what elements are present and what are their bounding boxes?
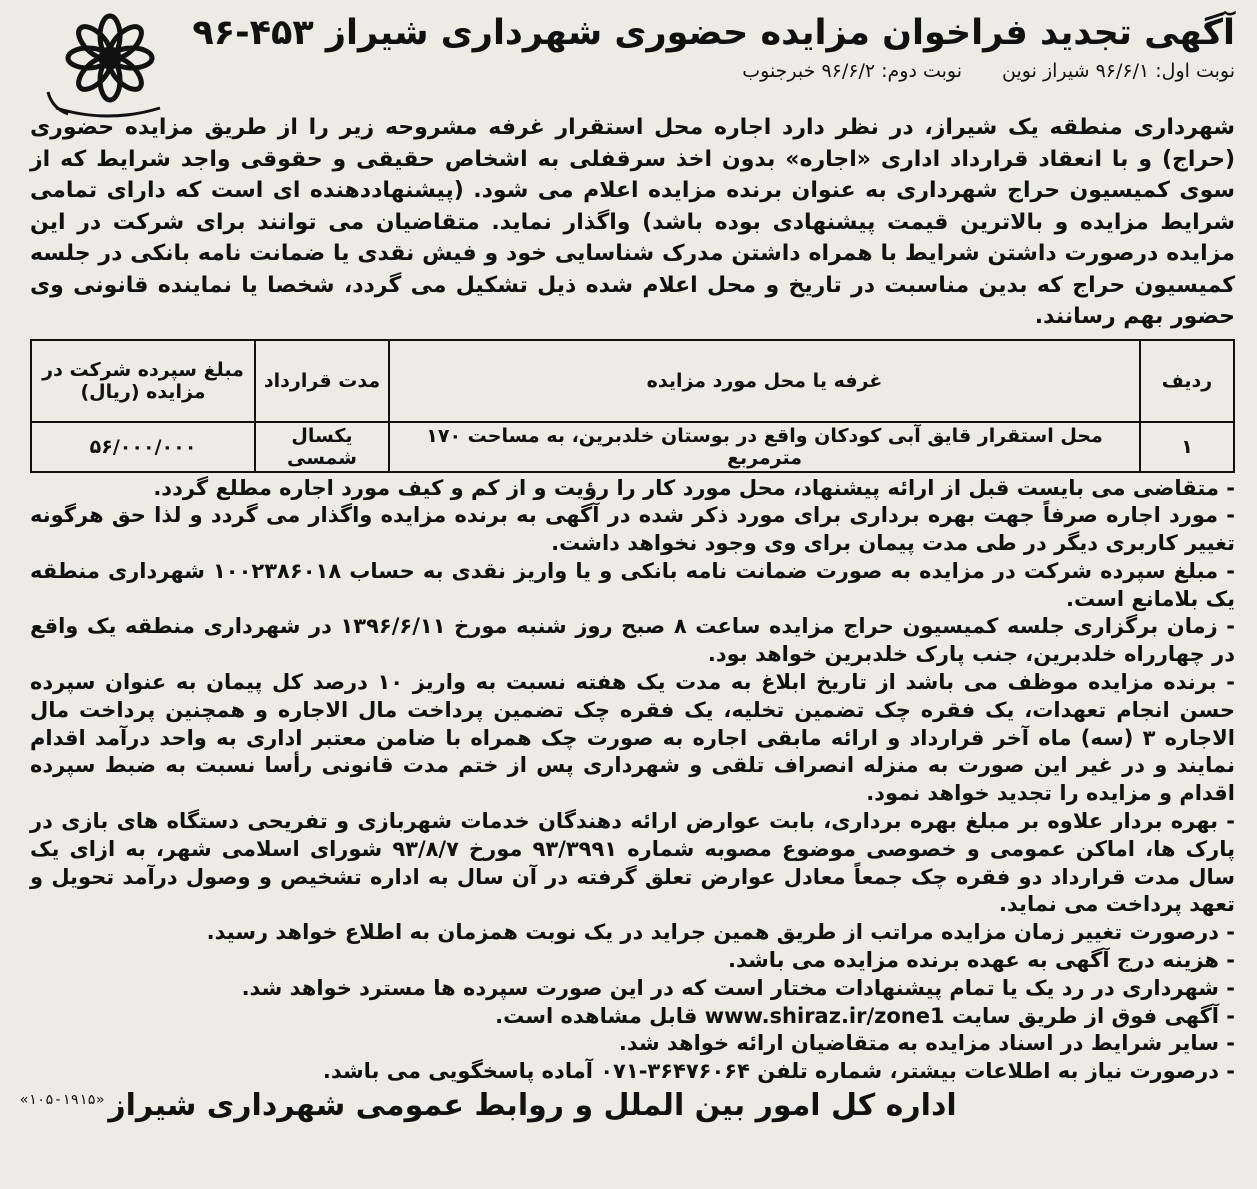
cell-deposit: ۵۶/۰۰۰/۰۰۰ [31, 422, 255, 472]
second-notice: نوبت دوم: ۹۶/۶/۲ خبرجنوب [742, 60, 962, 82]
term-item: - هزینه درج آگهی به عهده برنده مزایده می باشد. [727, 948, 1235, 973]
table-row [31, 422, 1234, 472]
notice-header [30, 8, 1235, 112]
term-item: - سایر شرایط در اسناد مزایده به متقاضیان ارائه خواهد شد. [618, 1031, 1235, 1056]
term-item: - درصورت نیاز به اطلاعات بیشتر، شماره تلفن ۳۶۴۷۶۰۶۴-۰۷۱ آماده پاسخگویی می باشد. [322, 1059, 1235, 1084]
header-item: غرفه یا محل مورد مزایده [389, 340, 1140, 422]
term-item: - مبلغ سپرده شرکت در مزایده به صورت ضمانت نامه بانکی و یا واریز نقدی به حساب ۱۰۰۲۳۸۶۰۱۸ شهرداری منطقه یک بلامانع است. [30, 558, 1235, 611]
ad-code: «۱۰۵-۱۹۱۵» [20, 1092, 105, 1109]
municipality-logo-icon [38, 12, 178, 122]
term-item: - زمان برگزاری جلسه کمیسیون حراج مزایده ساعت ۸ صبح روز شنبه مورخ ۱۳۹۶/۶/۱۱ در شهرداری منطقه یک واقع در چهارراه خلدبرین، جنب پارک خلدبرین خواهد بود. [30, 614, 1236, 667]
cell-item: محل استقرار قایق آبی کودکان واقع در بوستان خلدبرین، به مساحت ۱۷۰ مترمربع [389, 422, 1140, 472]
cell-duration: یکسال شمسی [255, 422, 389, 472]
header-duration: مدت قرارداد [255, 340, 389, 422]
term-item: - مورد اجاره صرفاً جهت بهره برداری برای مورد ذکر شده در آگهی به برنده مزایده واگذار می گردد و لذا حق هرگونه تغییر کاربری دیگر در طی مدت پیمان برای وی وجود نخواهد داشت. [30, 503, 1235, 556]
table-header-row [31, 340, 1234, 422]
notice-footer [20, 1086, 1235, 1126]
issuer-signature: اداره کل امور بین الملل و روابط عمومی شهرداری شیراز [108, 1088, 957, 1124]
header-deposit: مبلغ سپرده شرکت در مزایده (ریال) [31, 340, 255, 422]
term-item: - درصورت تغییر زمان مزایده مراتب از طریق همین جراید در یک نوبت همزمان به اطلاع خواهد رسید. [206, 920, 1235, 945]
cell-row-number: ۱ [1140, 422, 1234, 472]
intro-paragraph: شهرداری منطقه یک شیراز، در نظر دارد اجاره محل استقرار غرفه مشروحه زیر را از طریق مزایده حضوری (حراج) و با انعقاد قرارداد اداری «اجاره» بدون اخذ سرقفلی به اشخاص حقیقی و حقوقی واجد شرایط که از سوی کمیسیون حراج شهرداری به عنوان برنده مزایده اعلام می شود. (پیشنهاددهنده ای است که دارای تمامی شرایط مزایده و بالاترین قیمت پیشنهادی بوده باشد) واگذار نماید. متقاضیان می توانند برای شرکت در این مزایده درصورت داشتن شرایط با همراه داشتن مدرک شناسایی خود و فیش نقدی یا ضمانت نامه بانکی در جلسه کمیسیون حراج که بدین مناسبت در تاریخ و محل اعلام شده ذیل تشکیل می گردد، شخصا یا نماینده قانونی وی حضور بهم رسانند. [30, 115, 1235, 329]
notice-title: آگهی تجدید فراخوان مزایده حضوری شهرداری شیراز ۴۵۳-۹۶ [192, 13, 1235, 53]
first-notice: نوبت اول: ۹۶/۶/۱ شیراز نوین [1002, 60, 1235, 82]
auction-table [30, 339, 1235, 473]
terms-list [30, 475, 1235, 1087]
header-row-number: ردیف [1140, 340, 1234, 422]
term-item: - بهره بردار علاوه بر مبلغ بهره برداری، بابت عوارض ارائه دهندگان خدمات شهربازی و تفریحی دستگاه های بازی در پارک ها، اماکن عمومی و خصوصی موضوع مصوبه شماره ۹۳/۳۹۹۱ مورخ ۹۳/۸/۷ شورای اسلامی شهر، به ازای یک سال مدت قرارداد دو فقره چک جمعاً معادل عوارض تعلق گرفته در آن سال به اداره تشخیص و وصول درآمد تحویل و تعهد پرداخت می نماید. [30, 809, 1235, 917]
publication-info [30, 58, 1235, 84]
term-item: - شهرداری در رد یک یا تمام پیشنهادات مختار است که در این صورت سپرده ها مسترد خواهد شد. [241, 975, 1235, 1000]
term-item: - متقاضی می بایست قبل از ارائه پیشنهاد، محل مورد کار را رؤیت و از کم و کیف مورد اجاره مطلع گردد. [153, 475, 1235, 500]
term-item: - برنده مزایده موظف می باشد از تاریخ ابلاغ به مدت یک هفته نسبت به واریز ۱۰ درصد کل پیمان به عنوان سپرده حسن انجام تعهدات، یک فقره چک تضمین تخلیه، یک فقره چک تضمین پرداخت مال الاجاره و همچنین پرداخت مال الاجاره ۳ (سه) ماه آخر قرارداد و ارائه مابقی اجاره به صورت چک همراه با ضامن معتبر اداری به واحد درآمد اقدام نمایند و در غیر این صورت به منزله انصراف تلقی و شهرداری پس از ختم مدت قانونی رأسا نسبت به ضبط سپرده اقدام و مزایده را تجدید خواهد نمود. [30, 670, 1236, 806]
term-item: - آگهی فوق از طریق سایت www.shiraz.ir/zone1 قابل مشاهده است. [495, 1003, 1235, 1028]
